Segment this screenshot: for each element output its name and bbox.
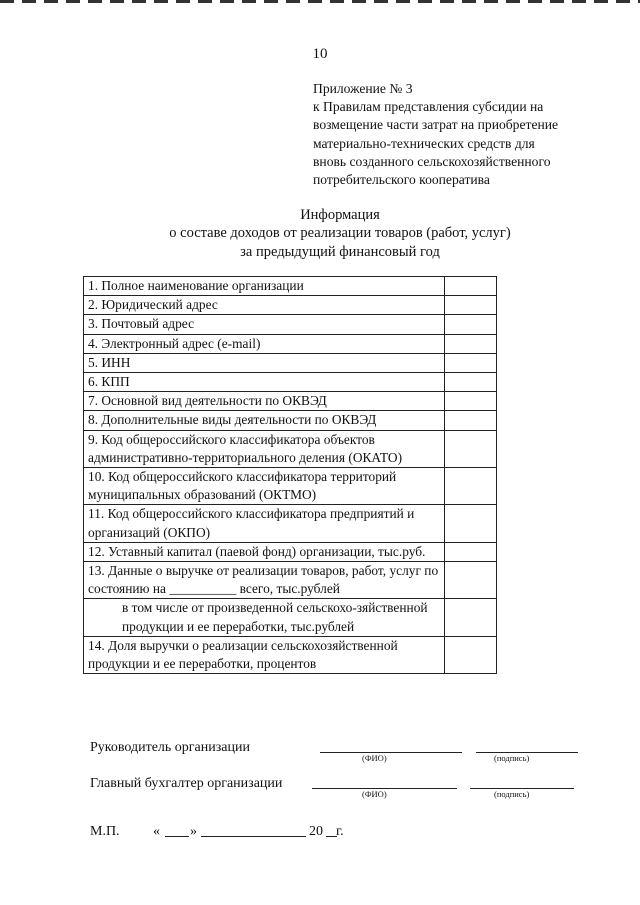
row-label: 8. Дополнительные виды деятельности по ОКВЭД [84,411,445,430]
row-value-field[interactable] [444,562,496,599]
row-value-field[interactable] [444,636,496,673]
table-row [84,468,497,505]
info-table [83,276,497,674]
row-label: 1. Полное наименование организации [84,277,445,296]
table-row [84,599,497,636]
row-label: 5. ИНН [84,353,445,372]
appendix-line: к Правилам представления субсидии на [313,99,544,115]
row-value-field[interactable] [444,542,496,561]
row-label: 10. Код общероссийского классификатора территорий муниципальных образований (ОКТМО) [84,468,445,505]
table-row [84,636,497,673]
table-row [84,505,497,542]
appendix-line: вновь созданного сельскохозяйственного [313,153,551,169]
row-value-field[interactable] [444,411,496,430]
row-label: 14. Доля выручки о реализации сельскохозяйственной продукции и ее переработки, процентов [84,636,445,673]
head-fio-line[interactable] [320,752,462,753]
table-row [84,430,497,467]
accountant-fio-hint: (ФИО) [362,789,387,799]
row-value-field[interactable] [444,334,496,353]
document-subtitle-period: за предыдущий финансовый год [240,243,440,260]
row-value-field[interactable] [444,315,496,334]
document-heading [0,206,640,261]
scan-edge [0,0,640,3]
row-label: 12. Уставный капитал (паевой фонд) организации, тыс.руб. [84,542,445,561]
date-year-suffix: г. [336,824,344,839]
head-fio-hint: (ФИО) [362,753,387,763]
date-month-field[interactable] [201,836,306,837]
row-label: 2. Юридический адрес [84,296,445,315]
row-label: в том числе от произведенной сельскохо-зяйственной продукции и ее переработки, тыс.рублей [84,599,445,636]
document-subtitle: о составе доходов от реализации товаров (работ, услуг) [169,225,511,242]
row-value-field[interactable] [444,296,496,315]
accountant-signature-hint: (подпись) [494,789,530,799]
row-value-field[interactable] [444,277,496,296]
table-row [84,315,497,334]
document-title: Информация [300,207,380,223]
stamp-place-label: М.П. [90,824,120,839]
table-row [84,392,497,411]
row-value-field[interactable] [444,599,496,636]
row-value-field[interactable] [444,468,496,505]
accountant-signature-label: Главный бухгалтер организации [90,776,283,791]
row-label: 3. Почтовый адрес [84,315,445,334]
table-row [84,334,497,353]
date-quote-close: » [190,824,197,839]
date-year-prefix: 20 [309,824,323,839]
row-label: 13. Данные о выручке от реализации товаров, работ, услуг по состоянию на __________ всего, тыс.рублей [84,562,445,599]
date-quote-open: « [153,824,160,839]
table-row [84,296,497,315]
appendix-line: материально-технических средств для [313,135,535,151]
row-value-field[interactable] [444,353,496,372]
appendix-line: возмещение части затрат на приобретение [313,117,559,133]
table-row [84,277,497,296]
appendix-line: Приложение № 3 [313,81,413,96]
row-value-field[interactable] [444,505,496,542]
table-row [84,542,497,561]
date-day-field[interactable] [165,836,189,837]
row-value-field[interactable] [444,373,496,392]
row-label: 11. Код общероссийского классификатора предприятий и организаций (ОКПО) [84,505,445,542]
row-label: 6. КПП [84,373,445,392]
row-label: 4. Электронный адрес (e-mail) [84,334,445,353]
appendix-note [313,80,558,189]
page-number: 10 [312,46,328,62]
table-row [84,562,497,599]
table-row [84,411,497,430]
table-row [84,373,497,392]
head-signature-hint: (подпись) [494,753,530,763]
row-label: 9. Код общероссийского классификатора объектов административно-территориального деления (ОКАТО) [84,430,445,467]
head-signature-label: Руководитель организации [90,740,250,755]
row-label: 7. Основной вид деятельности по ОКВЭД [84,392,445,411]
row-value-field[interactable] [444,430,496,467]
appendix-line: потребительского кооператива [313,172,490,188]
row-value-field[interactable] [444,392,496,411]
table-row [84,353,497,372]
